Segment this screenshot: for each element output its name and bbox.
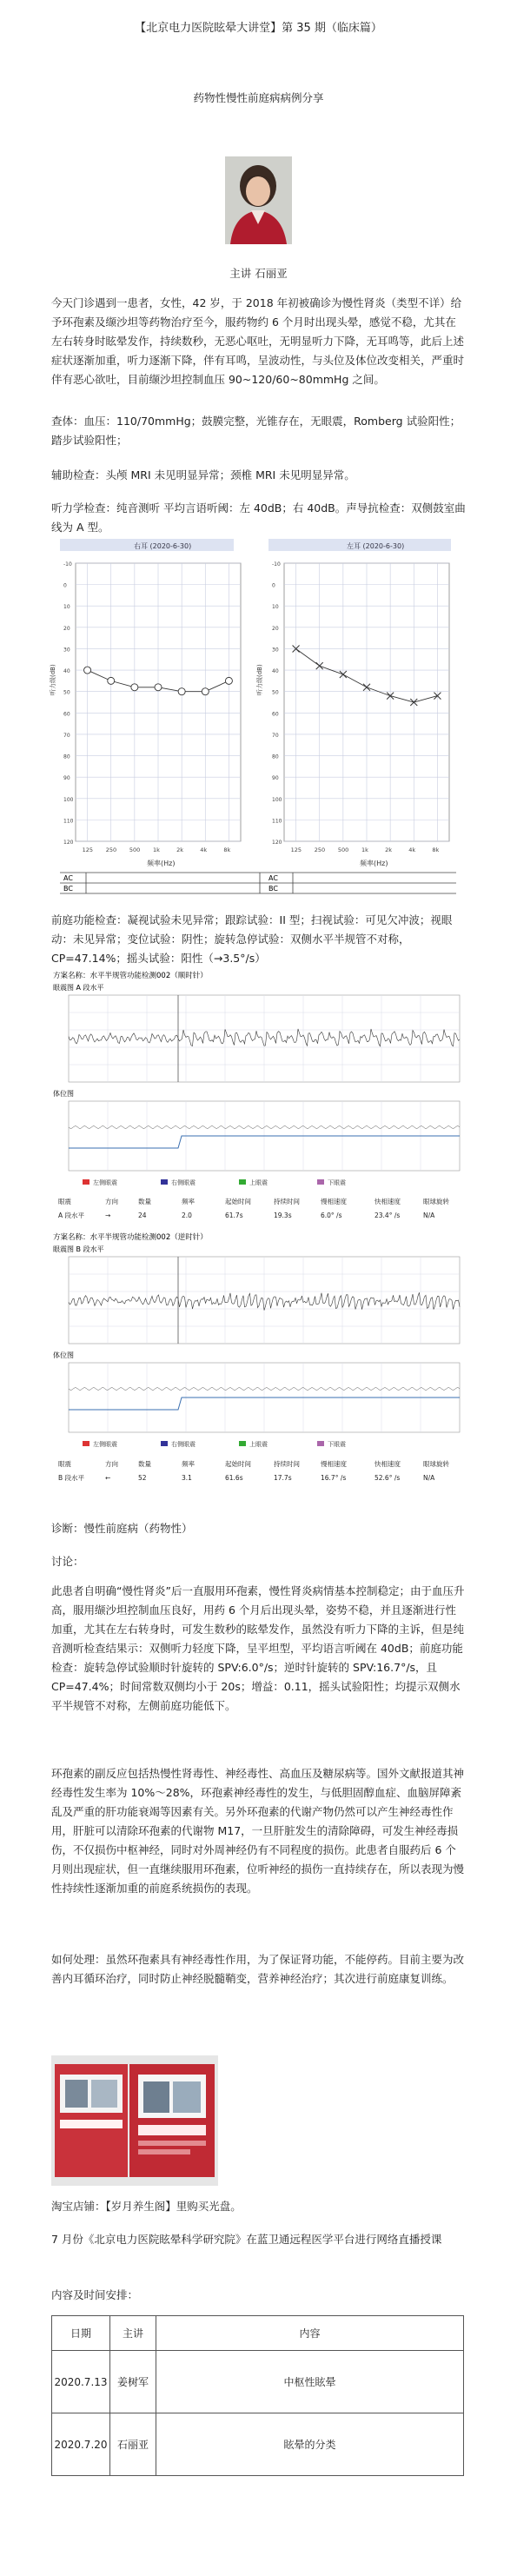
freq-tick-label: 1k bbox=[361, 846, 368, 853]
channel-a-label: 眼震图 A 段水平 bbox=[53, 984, 104, 992]
row-date: 2020.7.13 bbox=[52, 2351, 110, 2413]
channel-b-label: 眼震图 B 段水平 bbox=[53, 1245, 104, 1253]
db-tick-label: 50 bbox=[63, 689, 70, 696]
db-tick-label: 40 bbox=[272, 668, 279, 675]
position-trace-a bbox=[69, 1101, 460, 1171]
scheme-a-title: 方案名称：水平半规管功能检测002（顺时针） bbox=[53, 972, 208, 980]
freq-tick-label: 125 bbox=[290, 846, 302, 853]
schedule-title: 内容及时间安排： bbox=[51, 2288, 139, 2301]
nystagmus-trace-b bbox=[69, 1257, 460, 1344]
legend-swatch bbox=[83, 1441, 89, 1446]
imaging-exam: 辅助检查：头颅 MRI 未见明显异常；颈椎 MRI 未见明显异常。 bbox=[51, 468, 355, 481]
stats-value: N/A bbox=[423, 1212, 435, 1219]
legend-label: 上眼震 bbox=[249, 1179, 268, 1186]
db-tick-label: 30 bbox=[272, 647, 279, 654]
rotation-test-chart bbox=[51, 969, 466, 1495]
legend-label: 左侧眼震 bbox=[93, 1179, 117, 1186]
stats-value: A 段水平 bbox=[58, 1212, 85, 1219]
stats-header: 快相速度 bbox=[374, 1198, 401, 1205]
position-label-b: 体位图 bbox=[53, 1351, 74, 1359]
db-tick-label: 70 bbox=[272, 732, 279, 739]
row-topic: 眩晕的分类 bbox=[156, 2413, 464, 2476]
legend-label: 右侧眼震 bbox=[171, 1441, 196, 1448]
audiogram-ylabel-right: 听力级(dB) bbox=[50, 664, 56, 695]
stats-value: 17.7s bbox=[274, 1474, 292, 1482]
db-tick-label: 80 bbox=[272, 754, 279, 760]
db-tick-label: -10 bbox=[63, 561, 72, 568]
stats-header: 数量 bbox=[138, 1198, 151, 1205]
stats-value: 6.0° /s bbox=[321, 1212, 342, 1219]
db-tick-label: 10 bbox=[272, 604, 279, 611]
row-topic: 中枢性眩晕 bbox=[156, 2351, 464, 2413]
right-ear-point bbox=[155, 684, 162, 691]
vestibular-exam: 前庭功能检查：凝视试验未见异常；跟踪试验：II 型；扫视试验：可见欠冲波；视眼动：未见异常；变位试验：阴性；旋转急停试验：双侧水平半规管不对称，CP=47.14%；摇头试验：阳性（→3.5°/s） bbox=[51, 913, 453, 965]
freq-tick-label: 4k bbox=[200, 846, 208, 853]
db-tick-label: 40 bbox=[63, 668, 70, 675]
db-tick-label: 20 bbox=[272, 625, 279, 632]
discussion-heading: 讨论： bbox=[51, 1555, 84, 1568]
db-tick-label: 80 bbox=[63, 754, 70, 760]
legend-swatch bbox=[239, 1179, 246, 1185]
stats-value: 52 bbox=[138, 1474, 147, 1482]
stats-header: 持续时间 bbox=[274, 1460, 300, 1468]
freq-tick-label: 2k bbox=[176, 846, 184, 853]
case-history: 今天门诊遇到一患者，女性，42 岁，于 2018 年初被确诊为慢性肾炎（类型不详）给予环孢素及缬沙坦等药物治疗至今，服药物约 6 个月时出现头晕，感觉不稳，尤其在左右转身时眩晕发作，持续数秒，无恶心呕吐，无明显听力下降，无耳鸣等，此后上述症状逐渐加重，听力逐渐下降，伴有耳鸣，呈波动性，与头位及体位改变相关，严重时伴有恶心欲吐，目前缬沙坦控制血压 90~120/60~80mmHg 之间。 bbox=[51, 296, 465, 386]
db-tick-label: 100 bbox=[272, 796, 282, 803]
db-tick-label: 0 bbox=[63, 582, 67, 589]
stats-value: ← bbox=[105, 1474, 111, 1482]
db-tick-label: 20 bbox=[63, 625, 70, 632]
row-speaker: 石丽亚 bbox=[110, 2413, 156, 2476]
stats-header: 持续时间 bbox=[274, 1198, 300, 1205]
stats-value: 61.6s bbox=[225, 1474, 243, 1482]
stats-value: 19.3s bbox=[274, 1212, 292, 1219]
db-tick-label: 30 bbox=[63, 647, 70, 654]
right-ear-point bbox=[84, 667, 91, 674]
row-date: 2020.7.20 bbox=[52, 2413, 110, 2476]
physical-exam: 查体：血压：110/70mmHg；鼓膜完整，光锥存在，无眼震，Romberg 试验阳性；踏步试验阳性； bbox=[51, 415, 461, 447]
audiogram-xlabel-right: 频率(Hz) bbox=[147, 860, 176, 867]
col-speaker: 主讲 bbox=[110, 2316, 156, 2351]
legend-swatch bbox=[239, 1441, 246, 1446]
presenter-caption: 主讲 石丽亚 bbox=[229, 267, 288, 280]
audiogram-xlabel-left: 频率(Hz) bbox=[360, 860, 388, 867]
discussion-paragraph-2: 环孢素的副反应包括热慢性肾毒性、神经毒性、高血压及糖尿病等。国外文献报道其神经毒性发生率为 10%～28%，环孢素神经毒性的发生，与低胆固醇血症、血脑屏障紊乱及严重的肝功能衰竭等因素有关。另外环孢素的代谢产物仍然可以产生神经毒性作用，肝脏可以清除环孢素的代谢物 M17，一旦肝脏发生的清除障碍，可发生神经毒损伤，不仅损伤中枢神经，同时对外周神经仍有不同程度的损伤。此患者自服药后 6 个月则出现症状，但一直继续服用环孢素，位听神经的损伤一直持续存在，所以表现为慢性持续性逐渐加重的前庭系统损伤的表现。 bbox=[51, 1767, 465, 1895]
legend-label: 下眼震 bbox=[328, 1179, 346, 1186]
schedule-table bbox=[51, 2315, 464, 2476]
db-tick-label: 110 bbox=[272, 818, 282, 825]
stats-value: B 段水平 bbox=[58, 1474, 85, 1482]
stats-value: N/A bbox=[423, 1474, 435, 1482]
audiogram-chart bbox=[51, 539, 466, 895]
right-ear-point bbox=[225, 677, 232, 684]
audiogram-left-panel bbox=[272, 561, 449, 853]
audiogram-ylabel-left: 听力级(dB) bbox=[256, 664, 263, 695]
stats-header: 眼震 bbox=[58, 1460, 71, 1468]
row-speaker: 姜树军 bbox=[110, 2351, 156, 2413]
article-title: 【北京电力医院眩晕大讲堂】第 35 期（临床篇） bbox=[135, 22, 382, 35]
legend-label: 上眼震 bbox=[249, 1441, 268, 1448]
freq-tick-label: 250 bbox=[314, 846, 326, 853]
legend-swatch bbox=[317, 1441, 324, 1446]
livestream-notice: 7 月份《北京电力医院眩晕科学研究院》在蓝卫通远程医学平台进行网络直播授课 bbox=[51, 2233, 442, 2246]
db-tick-label: 90 bbox=[63, 775, 70, 782]
stats-value: 3.1 bbox=[182, 1474, 192, 1482]
legend-b bbox=[83, 1440, 346, 1448]
stats-header: 快相速度 bbox=[374, 1460, 401, 1468]
legend-label: 左侧眼震 bbox=[93, 1441, 117, 1448]
db-tick-label: 0 bbox=[272, 582, 275, 589]
legend-swatch bbox=[161, 1179, 168, 1185]
stats-value: 2.0 bbox=[182, 1212, 192, 1219]
diagnosis: 诊断：慢性前庭病（药物性） bbox=[51, 1522, 193, 1535]
stats-header: 频率 bbox=[182, 1198, 195, 1205]
stats-header: 眼震 bbox=[58, 1198, 71, 1205]
audiogram-row-ac: AC bbox=[63, 874, 73, 882]
article-subtitle: 药物性慢性前庭病病例分享 bbox=[193, 91, 324, 104]
db-tick-label: 100 bbox=[63, 796, 74, 803]
freq-tick-label: 8k bbox=[432, 846, 440, 853]
freq-tick-label: 125 bbox=[82, 846, 93, 853]
db-tick-label: 60 bbox=[272, 711, 279, 718]
audiogram-row-ac-left: AC bbox=[268, 874, 278, 882]
stats-value: 16.7° /s bbox=[321, 1474, 347, 1482]
legend-swatch bbox=[83, 1179, 89, 1185]
db-tick-label: 70 bbox=[63, 732, 70, 739]
stats-header: 起始时间 bbox=[225, 1460, 251, 1468]
freq-tick-label: 250 bbox=[105, 846, 117, 853]
stats-header: 方向 bbox=[105, 1460, 118, 1468]
db-tick-label: 90 bbox=[272, 775, 279, 782]
audiogram-row-bc-left: BC bbox=[268, 885, 278, 893]
scheme-b-title: 方案名称：水平半规管功能检测002（逆时针） bbox=[53, 1233, 208, 1242]
right-ear-point bbox=[108, 677, 115, 684]
stats-header: 起始时间 bbox=[225, 1198, 251, 1205]
audiogram-left-title: 左耳 (2020-6-30) bbox=[347, 542, 405, 550]
discussion-paragraph-3: 如何处理：虽然环孢素具有神经毒性作用，为了保证肾功能，不能停药。目前主要为改善内耳循环治疗，同时防止神经脱髓鞘变，营养神经治疗；其次进行前庭康复训练。 bbox=[51, 1953, 465, 1985]
db-tick-label: -10 bbox=[272, 561, 281, 568]
legend-swatch bbox=[161, 1441, 168, 1446]
col-topic: 内容 bbox=[156, 2316, 464, 2351]
stats-value: 52.6° /s bbox=[374, 1474, 401, 1482]
nystagmus-trace-a bbox=[69, 995, 460, 1082]
stats-value: 23.4° /s bbox=[374, 1212, 401, 1219]
freq-tick-label: 1k bbox=[153, 846, 160, 853]
stats-table-b bbox=[58, 1459, 449, 1482]
stats-value: 61.7s bbox=[225, 1212, 243, 1219]
stats-table-a bbox=[58, 1197, 449, 1219]
table-row bbox=[52, 2413, 464, 2476]
stats-value: 24 bbox=[138, 1212, 147, 1219]
freq-tick-label: 4k bbox=[408, 846, 416, 853]
stats-header: 频率 bbox=[182, 1460, 195, 1468]
db-tick-label: 60 bbox=[63, 711, 70, 718]
shop-line: 淘宝店铺：【岁月养生阁】里购买光盘。 bbox=[51, 2200, 242, 2213]
freq-tick-label: 500 bbox=[129, 846, 141, 853]
freq-tick-label: 500 bbox=[337, 846, 349, 853]
stats-header: 方向 bbox=[105, 1198, 118, 1205]
db-tick-label: 120 bbox=[63, 840, 74, 846]
audiogram-right-title: 右耳 (2020-6-30) bbox=[134, 542, 192, 550]
stats-header: 慢相速度 bbox=[321, 1198, 347, 1205]
stats-header: 眼球旋转 bbox=[423, 1460, 449, 1468]
stats-value: → bbox=[105, 1212, 111, 1219]
freq-tick-label: 8k bbox=[223, 846, 231, 853]
presenter-photo bbox=[225, 156, 292, 244]
hearing-exam: 听力学检查：纯音测听 平均言语听阈：左 40dB；右 40dB。声导抗检查：双侧鼓室曲线为 A 型。 bbox=[51, 501, 466, 534]
col-date: 日期 bbox=[52, 2316, 110, 2351]
table-row bbox=[52, 2351, 464, 2413]
legend-label: 右侧眼震 bbox=[171, 1179, 196, 1186]
stats-header: 数量 bbox=[138, 1460, 151, 1468]
audiogram-row-bc: BC bbox=[63, 885, 73, 893]
stats-header: 慢相速度 bbox=[321, 1460, 347, 1468]
position-label-a: 体位图 bbox=[53, 1090, 74, 1098]
db-tick-label: 50 bbox=[272, 689, 279, 696]
legend-swatch bbox=[317, 1179, 324, 1185]
right-ear-point bbox=[131, 684, 138, 691]
db-tick-label: 10 bbox=[63, 604, 70, 611]
discussion-paragraph-1: 此患者自明确“慢性肾炎”后一直服用环孢素，慢性肾炎病情基本控制稳定；由于血压升高，服用缬沙坦控制血压良好，用药 6 个月后出现头晕，姿势不稳，并且逐渐进行性加重，尤其在左右转身时，可发生数秒的眩晕发作，虽然没有听力下降的主诉，但是纯音测听检查结果示：双侧听力轻度下降，呈平坦型，平均语言听阈在 40dB；前庭功能检查：旋转急停试验顺时针旋转的 SPV:6.0°/s；逆时针旋转的 SPV:16.7°/s，且 CP=47.4%；时间常数双侧均小于 20s；增益：0.11，摇头试验阳性；均提示双侧水平半规管不对称，左侧前庭功能低下。 bbox=[51, 1584, 465, 1712]
rotation-test-figure bbox=[51, 969, 466, 1495]
freq-tick-label: 2k bbox=[385, 846, 393, 853]
legend-label: 下眼震 bbox=[328, 1441, 346, 1448]
audiogram-figure bbox=[51, 539, 466, 895]
schedule-header-row bbox=[52, 2316, 464, 2351]
db-tick-label: 110 bbox=[63, 818, 74, 825]
right-ear-point bbox=[178, 688, 185, 695]
stats-header: 眼球旋转 bbox=[423, 1198, 449, 1205]
right-ear-point bbox=[202, 688, 209, 695]
db-tick-label: 120 bbox=[272, 840, 282, 846]
audiogram-right-panel bbox=[63, 561, 241, 853]
legend-a bbox=[83, 1178, 346, 1186]
product-photo bbox=[51, 2055, 218, 2186]
position-trace-b bbox=[69, 1363, 460, 1432]
